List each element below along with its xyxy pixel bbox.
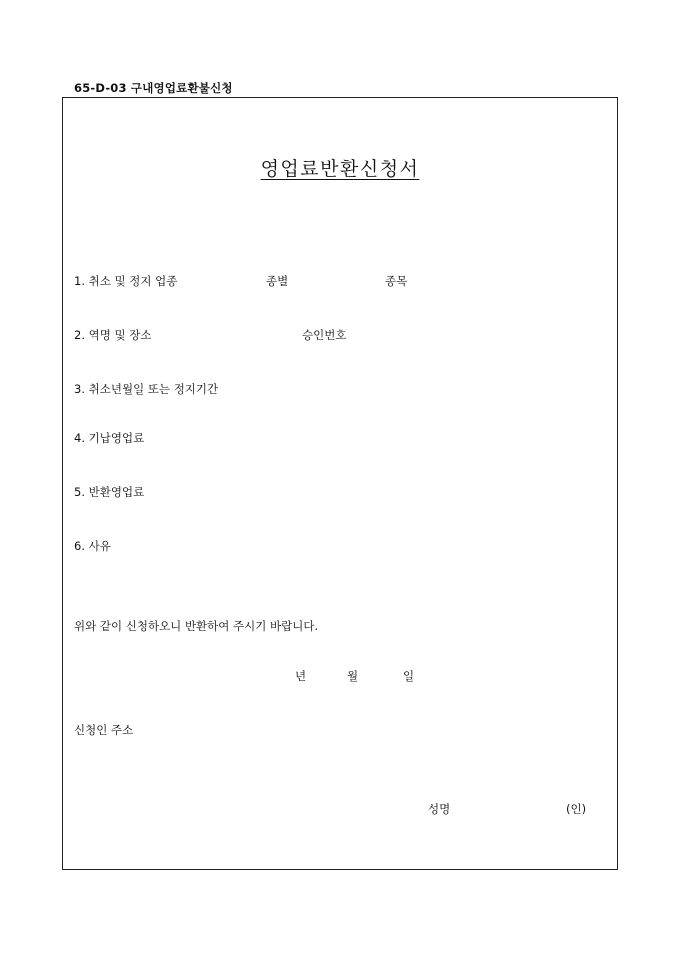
request-text: 위와 같이 신청하오니 반환하여 주시기 바랍니다. xyxy=(74,619,319,633)
item-6-label: 6. 사유 xyxy=(74,539,111,553)
title-text: 영업료반환신청서 xyxy=(260,158,420,180)
applicant-address-label: 신청인 주소 xyxy=(74,723,134,737)
form-frame xyxy=(62,97,618,870)
item-2-label: 2. 역명 및 장소 xyxy=(74,328,152,342)
item-1-category-label: 종별 xyxy=(266,274,289,288)
item-5-label: 5. 반환영업료 xyxy=(74,485,145,499)
seal-label: (인) xyxy=(566,802,587,816)
date-day-label: 일 xyxy=(403,669,415,683)
item-4-label: 4. 기납영업료 xyxy=(74,431,145,445)
page-title xyxy=(0,154,680,181)
applicant-name-label: 성명 xyxy=(428,802,451,816)
item-2-approval-number-label: 승인번호 xyxy=(302,328,347,342)
date-month-label: 월 xyxy=(347,669,359,683)
item-1-type-label: 종목 xyxy=(385,274,408,288)
item-3-label: 3. 취소년월일 또는 정지기간 xyxy=(74,382,219,396)
form-code: 65-D-03 구내영업료환불신청 xyxy=(74,81,233,95)
date-year-label: 년 xyxy=(295,669,307,683)
item-1-label: 1. 취소 및 정지 업종 xyxy=(74,274,178,288)
